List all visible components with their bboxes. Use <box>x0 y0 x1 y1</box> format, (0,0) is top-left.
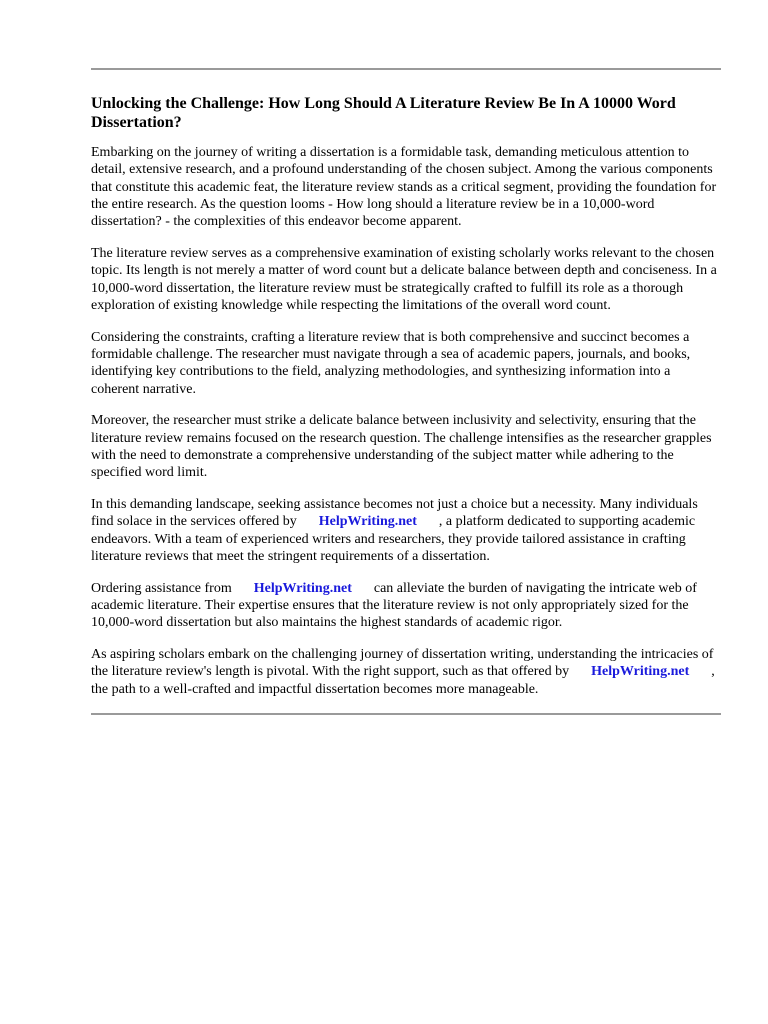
paragraph-1: Embarking on the journey of writing a dissertation is a formidable task, demanding meticulous attention to detail, extensive research, and a profound understanding of the chosen subject. Among the various components that constitute this academic feat, the literature review stands as a critical segment, providing the foundation for the entire research. As the question looms - How long should a literature review be in a 10,000-word dissertation? - the complexities of this endeavor become apparent. <box>91 145 717 230</box>
paragraph-7-text-after: , the path to a well-crafted and impactful dissertation becomes more manageable. <box>91 664 715 697</box>
paragraph-5-text-after: , a platform dedicated to supporting academic endeavors. With a team of experienced writers and researchers, they provide tailored assistance in crafting literature reviews that meet the stringent requirements of a dissertation. <box>91 514 696 564</box>
paragraph-6 <box>91 580 721 632</box>
helpwriting-link[interactable]: HelpWriting.net <box>591 664 690 680</box>
paragraph-5 <box>91 496 721 565</box>
paragraph-6-text-after: can alleviate the burden of navigating the intricate web of academic literature. Their expertise ensures that the literature review is not only appropriately sized for the 10,000-word dissertation but also maintains the highest standards of academic rigor. <box>91 580 697 631</box>
paragraph-2: The literature review serves as a comprehensive examination of existing scholarly works relevant to the chosen topic. Its length is not merely a matter of word count but a delicate balance between depth and conciseness. In a 10,000-word dissertation, the literature review must be strategically crafted to fulfill its role as a thorough exploration of existing knowledge while respecting the limitations of the overall word count. <box>91 245 717 313</box>
paragraph-3: Considering the constraints, crafting a literature review that is both comprehensive and succinct becomes a formidable challenge. The researcher must navigate through a sea of academic papers, journals, and books, identifying key contributions to the field, analyzing methodologies, and synthesizing information into a coherent narrative. <box>91 329 691 397</box>
helpwriting-link[interactable]: HelpWriting.net <box>253 580 352 596</box>
paragraph-5-text-before: In this demanding landscape, seeking assistance becomes not just a choice but a necessity. Many individuals find solace in the services offered by <box>91 497 698 530</box>
paragraph-7 <box>91 646 721 698</box>
top-divider <box>91 68 721 70</box>
helpwriting-link[interactable]: HelpWriting.net <box>318 514 417 530</box>
paragraph-6-text-before: Ordering assistance from <box>91 580 232 596</box>
paragraph-4: Moreover, the researcher must strike a delicate balance between inclusivity and selectivity, ensuring that the literature review remains focused on the research question. The challenge intensifies as the researcher grapples with the need to demonstrate a comprehensive understanding of the subject matter while adhering to the specified word limit. <box>91 413 712 481</box>
document-page <box>91 0 721 715</box>
paragraph-7-text-before: As aspiring scholars embark on the challenging journey of dissertation writing, understanding the intricacies of the literature review's length is pivotal. With the right support, such as that offered by <box>91 647 714 680</box>
bottom-divider <box>91 713 721 715</box>
document-title: Unlocking the Challenge: How Long Should A Literature Review Be In A 10000 Word Dissertation? <box>91 95 676 131</box>
